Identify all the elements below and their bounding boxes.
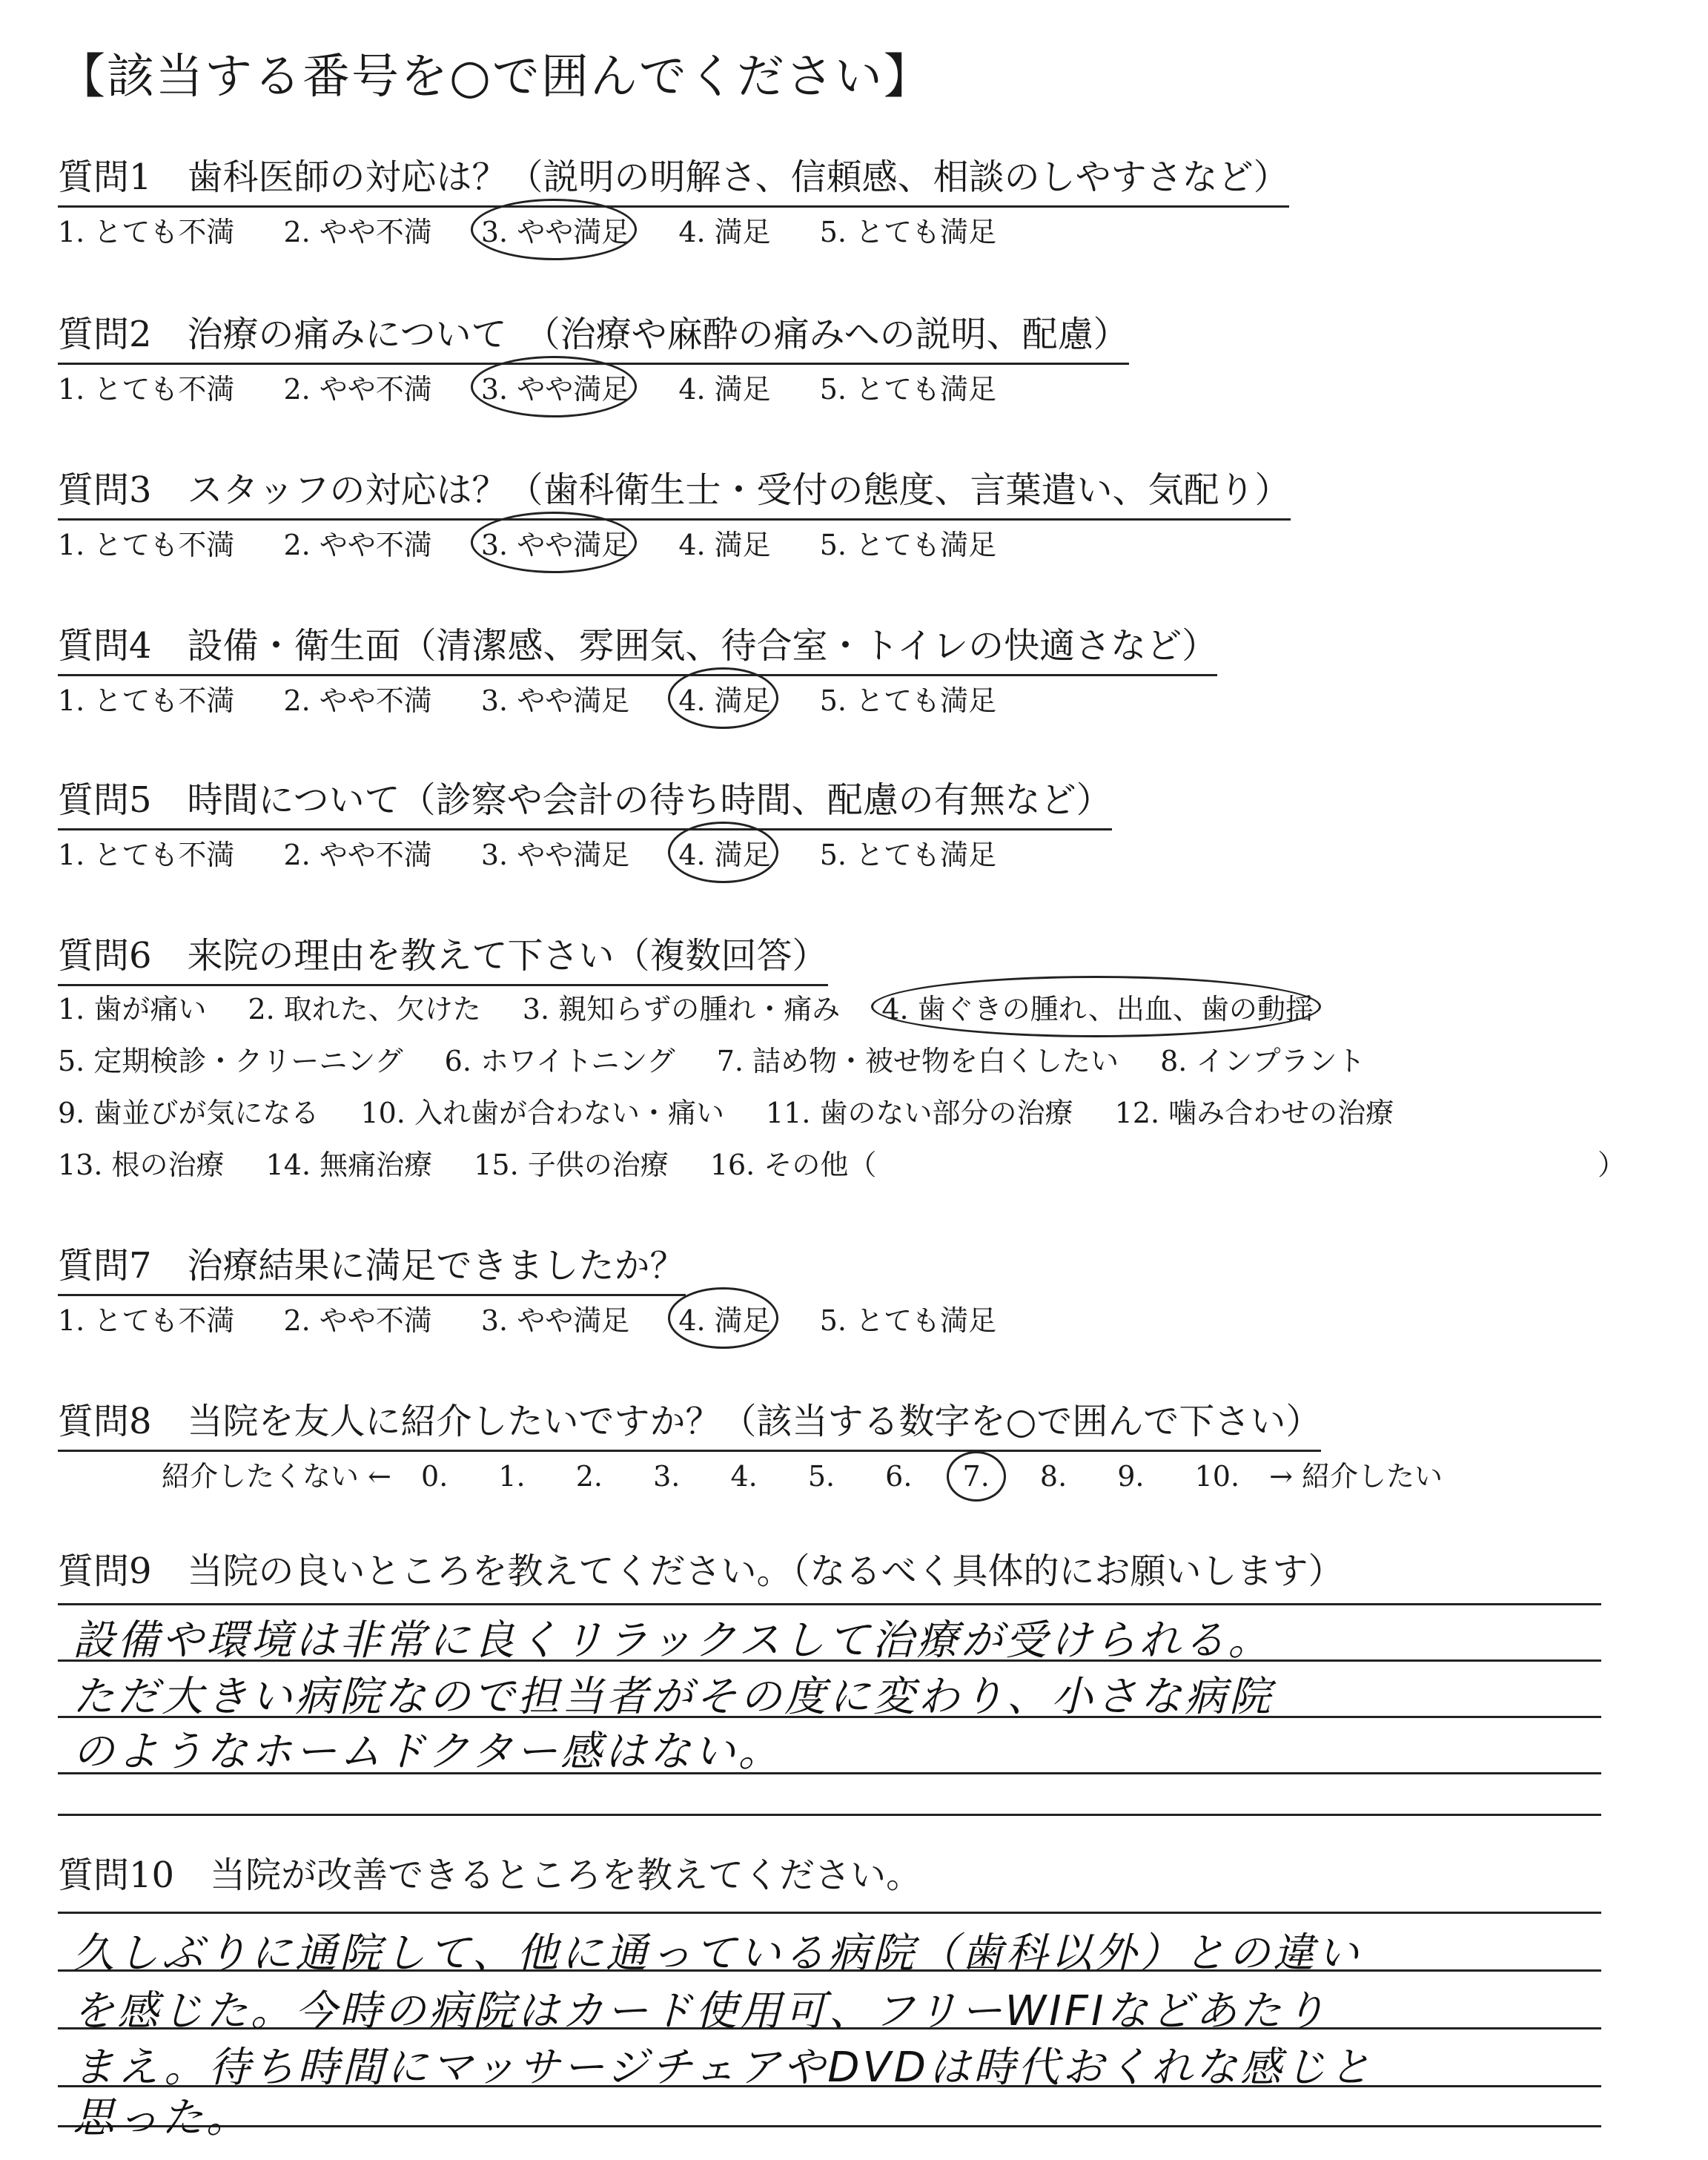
- q4-title: 質問4 設備・衛生面（清潔感、雰囲気、待合室・トイレの快適さなど）: [58, 617, 1217, 676]
- q7-option-3[interactable]: 3. やや満足: [480, 1304, 630, 1337]
- q7-option-4[interactable]: 4. 満足: [678, 1298, 770, 1338]
- q3-option-2[interactable]: 2. やや不満: [283, 529, 432, 561]
- q10-answer-line-4[interactable]: 思った。: [73, 2094, 251, 2142]
- q5-option-5[interactable]: 5. とても満足: [819, 839, 997, 871]
- q8-right-label: → 紹介したい: [1269, 1460, 1443, 1493]
- q7-option-2[interactable]: 2. やや不満: [283, 1304, 432, 1337]
- q8-score-6[interactable]: 6.: [885, 1460, 913, 1493]
- q6-row-4: [58, 1142, 909, 1183]
- q8-score-3[interactable]: 3.: [653, 1460, 681, 1493]
- q4-option-5[interactable]: 5. とても満足: [819, 684, 997, 717]
- q5-option-4[interactable]: 4. 満足: [678, 832, 770, 873]
- q6-option-13[interactable]: 13. 根の治療: [58, 1149, 225, 1181]
- q6-option-4[interactable]: 4. 歯ぐきの腫れ、出血、歯の動揺: [881, 986, 1314, 1027]
- q1-option-1[interactable]: 1. とても不満: [58, 216, 235, 248]
- q3-option-3[interactable]: 3. やや満足: [481, 522, 629, 563]
- q1-options: [58, 209, 1036, 250]
- q2-option-2[interactable]: 2. やや不満: [283, 373, 432, 406]
- q2-option-1[interactable]: 1. とても不満: [58, 373, 235, 406]
- q1-option-4[interactable]: 4. 満足: [678, 216, 771, 248]
- q6-close-paren: ）: [1598, 1149, 1626, 1181]
- q1-title: 質問1 歯科医師の対応は？（説明の明解さ、信頼感、相談のしやすさなど）: [58, 148, 1289, 208]
- q8-score-9[interactable]: 9.: [1117, 1460, 1145, 1493]
- q10-title: 質問10 当院が改善できるところを教えてください。: [58, 1855, 922, 1896]
- q4-option-4[interactable]: 4. 満足: [678, 678, 770, 719]
- q6-row-3: [58, 1090, 1426, 1131]
- q8-score-0[interactable]: 0.: [421, 1460, 448, 1493]
- q6-option-15[interactable]: 15. 子供の治療: [474, 1149, 669, 1181]
- q6-option-12[interactable]: 12. 噛み合わせの治療: [1114, 1097, 1394, 1129]
- q6-option-16[interactable]: 16. その他（: [709, 1149, 877, 1181]
- q7-title: 質問7 治療結果に満足できましたか？: [58, 1237, 686, 1296]
- q8-score-10[interactable]: 10.: [1194, 1460, 1240, 1493]
- q4-option-1[interactable]: 1. とても不満: [58, 684, 235, 717]
- q3-option-5[interactable]: 5. とても満足: [819, 529, 997, 561]
- q6-option-10[interactable]: 10. 入れ歯が合わない・痛い: [360, 1097, 724, 1129]
- q6-option-9[interactable]: 9. 歯並びが気になる: [58, 1097, 320, 1129]
- q5-option-2[interactable]: 2. やや不満: [283, 839, 432, 871]
- q5-option-3[interactable]: 3. やや満足: [480, 839, 630, 871]
- q8-score-8[interactable]: 8.: [1039, 1460, 1068, 1493]
- q8-left-label: 紹介したくない ←: [162, 1460, 391, 1493]
- q4-option-2[interactable]: 2. やや不満: [283, 684, 432, 717]
- q6-option-14[interactable]: 14. 無痛治療: [265, 1149, 433, 1181]
- q8-score-5[interactable]: 5.: [807, 1460, 835, 1493]
- q7-options: [58, 1298, 1036, 1338]
- q5-option-1[interactable]: 1. とても不満: [58, 839, 235, 871]
- q10-answer-line-1[interactable]: 久しぶりに通院して、他に通っている病院（歯科以外）との違い: [73, 1929, 1362, 1978]
- q9-answer-rule-1: [58, 1603, 1601, 1605]
- q6-option-7[interactable]: 7. 詰め物・被せ物を白くしたい: [716, 1045, 1119, 1077]
- q10-answer-rule-5: [58, 2125, 1601, 2127]
- q5-title: 質問5 時間について（診察や会計の待ち時間、配慮の有無など）: [58, 771, 1112, 830]
- q9-answer-line-2[interactable]: ただ大きい病院なので担当者がその度に変わり、小さな病院: [73, 1673, 1274, 1721]
- q8-score-7[interactable]: 7.: [962, 1460, 990, 1493]
- q3-option-1[interactable]: 1. とても不満: [58, 529, 235, 561]
- q10-answer-rule-1: [58, 1912, 1601, 1914]
- page-title: 【該当する番号を○で囲んでください】: [58, 50, 933, 105]
- q6-title: 質問6 来院の理由を教えて下さい（複数回答）: [58, 927, 828, 986]
- q9-answer-line-3[interactable]: のようなホームドクター感はない。: [73, 1728, 783, 1776]
- q6-option-8[interactable]: 8. インプラント: [1160, 1045, 1366, 1077]
- q7-option-1[interactable]: 1. とても不満: [58, 1304, 235, 1337]
- q3-title: 質問3 スタッフの対応は？（歯科衛生士・受付の態度、言葉遣い、気配り）: [58, 461, 1291, 521]
- q6-option-1[interactable]: 1. 歯が痛い: [58, 993, 207, 1025]
- q9-title: 質問9 当院の良いところを教えてください。（なるべく具体的にお願いします）: [58, 1550, 1344, 1592]
- q8-scale: [162, 1453, 1443, 1494]
- q7-option-5[interactable]: 5. とても満足: [819, 1304, 997, 1337]
- q8-title: 質問8 当院を友人に紹介したいですか？（該当する数字を○で囲んで下さい）: [58, 1393, 1321, 1452]
- q10-answer-line-2[interactable]: を感じた。今時の病院はカード使用可、フリーWIFIなどあたり: [73, 1987, 1329, 2035]
- q2-option-3[interactable]: 3. やや満足: [481, 366, 629, 407]
- q8-score-2[interactable]: 2.: [575, 1460, 603, 1493]
- q6-option-5[interactable]: 5. 定期検診・クリーニング: [58, 1045, 403, 1077]
- q6-option-6[interactable]: 6. ホワイトニング: [444, 1045, 675, 1077]
- q6-option-11[interactable]: 11. 歯のない部分の治療: [766, 1097, 1073, 1129]
- q6-row-1: [58, 986, 1346, 1027]
- q10-answer-line-3[interactable]: まえ。待ち時間にマッサージチェアやDVDは時代おくれな感じと: [73, 2044, 1374, 2092]
- q8-score-1[interactable]: 1.: [498, 1460, 526, 1493]
- q2-option-4[interactable]: 4. 満足: [678, 373, 771, 406]
- q1-option-5[interactable]: 5. とても満足: [819, 216, 997, 248]
- q4-option-3[interactable]: 3. やや満足: [480, 684, 630, 717]
- q6-option-3[interactable]: 3. 親知らずの腫れ・痛み: [522, 993, 841, 1025]
- q8-score-4[interactable]: 4.: [730, 1460, 758, 1493]
- q4-options: [58, 678, 1036, 719]
- q2-option-5[interactable]: 5. とても満足: [819, 373, 997, 406]
- q9-answer-line-1[interactable]: 設備や環境は非常に良くリラックスして治療が受けられる。: [73, 1616, 1273, 1665]
- q2-title: 質問2 治療の痛みについて （治療や麻酔の痛みへの説明、配慮）: [58, 305, 1129, 365]
- q1-option-3[interactable]: 3. やや満足: [481, 209, 629, 250]
- q3-option-4[interactable]: 4. 満足: [678, 529, 771, 561]
- q2-options: [58, 366, 1036, 407]
- q5-options: [58, 832, 1036, 873]
- q6-row-2: [58, 1038, 1397, 1079]
- q6-option-2[interactable]: 2. 取れた、欠けた: [248, 993, 481, 1025]
- q1-option-2[interactable]: 2. やや不満: [283, 216, 432, 248]
- q9-answer-rule-5: [58, 1814, 1601, 1816]
- q3-options: [58, 522, 1036, 563]
